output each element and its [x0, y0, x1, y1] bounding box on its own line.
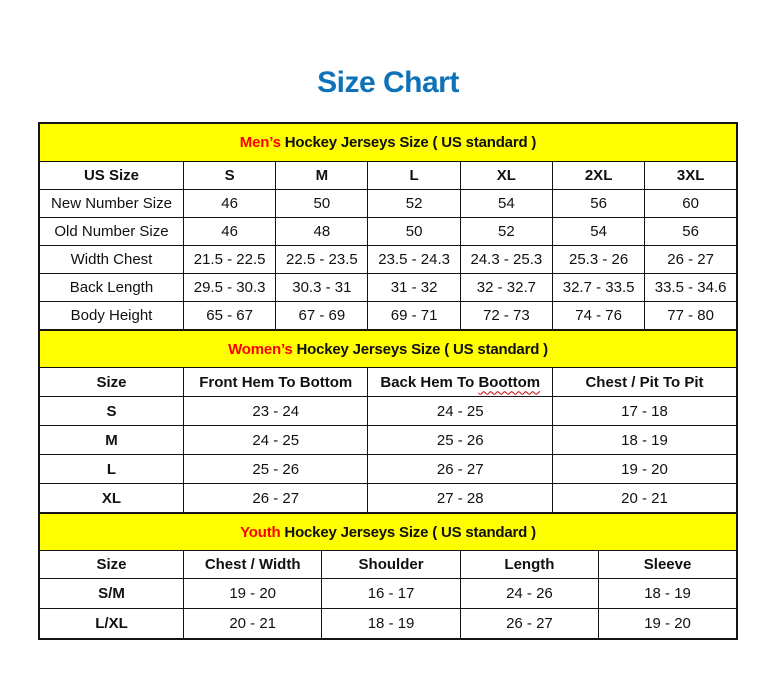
table-row [39, 426, 737, 455]
youth-header-row [39, 551, 737, 579]
size-cell: 69 - 71 [368, 302, 460, 331]
size-cell: 65 - 67 [183, 302, 275, 331]
column-header: S [183, 162, 275, 190]
size-cell: 16 - 17 [322, 579, 460, 609]
size-cell: 25.3 - 26 [552, 246, 644, 274]
size-cell: 17 - 18 [552, 397, 737, 426]
size-cell: 50 [276, 190, 368, 218]
table-row [39, 218, 737, 246]
size-cell: 19 - 20 [552, 455, 737, 484]
column-header: Chest / Width [183, 551, 321, 579]
row-label: M [39, 426, 183, 455]
size-cell: 18 - 19 [599, 579, 737, 609]
size-cell: 52 [368, 190, 460, 218]
row-label: S/M [39, 579, 183, 609]
row-label: New Number Size [39, 190, 183, 218]
column-header: L [368, 162, 460, 190]
mens-title-highlight: Men’s [239, 134, 281, 151]
mens-section-band [39, 123, 737, 162]
column-header: Chest / Pit To Pit [552, 368, 737, 397]
youth-section-title [39, 513, 737, 551]
column-header: XL [460, 162, 552, 190]
size-tables-container [38, 122, 738, 640]
column-header: 3XL [645, 162, 737, 190]
table-row [39, 609, 737, 640]
mens-title-rest: Hockey Jerseys Size ( US standard ) [280, 134, 537, 151]
row-label: L [39, 455, 183, 484]
size-cell: 23 - 24 [183, 397, 368, 426]
size-cell: 19 - 20 [183, 579, 321, 609]
column-header: Length [460, 551, 598, 579]
womens-title-rest: Hockey Jerseys Size ( US standard ) [292, 340, 548, 358]
size-cell: 56 [645, 218, 737, 246]
size-cell: 46 [183, 190, 275, 218]
size-cell: 25 - 26 [183, 455, 368, 484]
row-label: Back Length [39, 274, 183, 302]
size-cell: 77 - 80 [645, 302, 737, 331]
misspelled-word: Boottom [478, 373, 541, 391]
column-header: Sleeve [599, 551, 737, 579]
row-label: XL [39, 484, 183, 514]
size-cell: 32.7 - 33.5 [552, 274, 644, 302]
size-cell: 48 [276, 218, 368, 246]
table-row [39, 190, 737, 218]
size-cell: 20 - 21 [552, 484, 737, 514]
row-label: Old Number Size [39, 218, 183, 246]
mens-size-table [38, 122, 738, 331]
page-title: Size Chart [317, 66, 459, 99]
womens-header-row [39, 368, 737, 397]
size-cell: 52 [460, 218, 552, 246]
table-row [39, 302, 737, 331]
size-cell: 24 - 25 [368, 397, 553, 426]
size-cell: 74 - 76 [552, 302, 644, 331]
size-cell: 32 - 32.7 [460, 274, 552, 302]
size-cell: 31 - 32 [368, 274, 460, 302]
womens-section-band [39, 330, 737, 368]
size-cell: 27 - 28 [368, 484, 553, 514]
table-row [39, 455, 737, 484]
row-label: Width Chest [39, 246, 183, 274]
column-header: 2XL [552, 162, 644, 190]
youth-size-table [38, 512, 738, 640]
table-row [39, 274, 737, 302]
size-cell: 72 - 73 [460, 302, 552, 331]
size-cell: 50 [368, 218, 460, 246]
column-header: M [276, 162, 368, 190]
row-label: S [39, 397, 183, 426]
size-cell: 56 [552, 190, 644, 218]
row-label: Body Height [39, 302, 183, 331]
size-cell: 23.5 - 24.3 [368, 246, 460, 274]
size-cell: 22.5 - 23.5 [276, 246, 368, 274]
column-header: Size [39, 368, 183, 397]
table-row [39, 579, 737, 609]
youth-title-rest: Hockey Jerseys Size ( US standard ) [280, 523, 536, 541]
womens-title-highlight: Women’s [228, 340, 293, 358]
size-cell: 24 - 25 [183, 426, 368, 455]
table-row [39, 484, 737, 514]
size-cell: 24 - 26 [460, 579, 598, 609]
size-cell: 46 [183, 218, 275, 246]
youth-title-highlight: Youth [240, 523, 281, 541]
column-header: Size [39, 551, 183, 579]
size-cell: 18 - 19 [322, 609, 460, 640]
womens-section-title [39, 330, 737, 368]
mens-section-title [39, 123, 737, 162]
size-cell: 26 - 27 [460, 609, 598, 640]
column-header: Front Hem To Bottom [183, 368, 368, 397]
column-header: Shoulder [322, 551, 460, 579]
column-header: Back Hem To Boottom [368, 368, 553, 397]
womens-size-table [38, 329, 738, 514]
size-cell: 67 - 69 [276, 302, 368, 331]
size-cell: 25 - 26 [368, 426, 553, 455]
size-cell: 26 - 27 [645, 246, 737, 274]
size-cell: 24.3 - 25.3 [460, 246, 552, 274]
youth-section-band [39, 513, 737, 551]
table-row [39, 397, 737, 426]
size-cell: 21.5 - 22.5 [183, 246, 275, 274]
size-cell: 18 - 19 [552, 426, 737, 455]
column-header: US Size [39, 162, 183, 190]
mens-header-row [39, 162, 737, 190]
size-cell: 30.3 - 31 [276, 274, 368, 302]
table-row [39, 246, 737, 274]
row-label: L/XL [39, 609, 183, 640]
size-cell: 26 - 27 [368, 455, 553, 484]
size-cell: 19 - 20 [599, 609, 737, 640]
size-cell: 60 [645, 190, 737, 218]
size-cell: 29.5 - 30.3 [183, 274, 275, 302]
size-cell: 33.5 - 34.6 [645, 274, 737, 302]
size-cell: 26 - 27 [183, 484, 368, 514]
size-cell: 54 [552, 218, 644, 246]
size-cell: 54 [460, 190, 552, 218]
size-cell: 20 - 21 [183, 609, 321, 640]
